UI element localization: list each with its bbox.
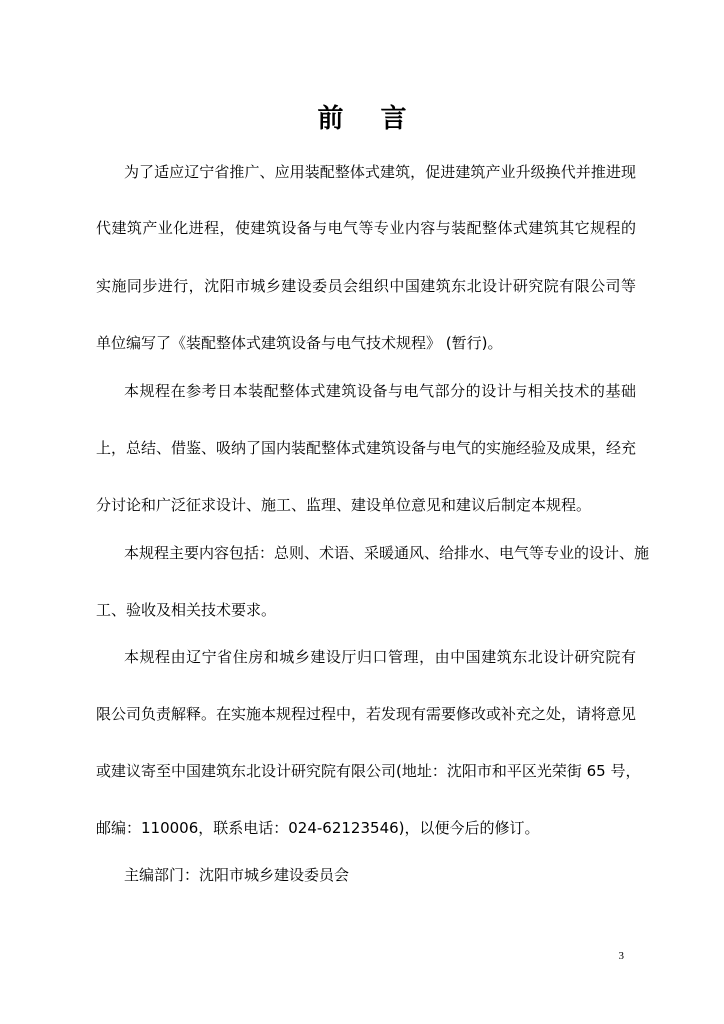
paragraph-line: 本规程主要内容包括：总则、术语、采暖通风、给排水、电气等专业的设计、施: [124, 544, 650, 562]
paragraph-line: 邮编：110006，联系电话：024-62123546)，以便今后的修订。: [96, 819, 540, 837]
paragraph-line: 分讨论和广泛征求设计、施工、监理、建设单位意见和建议后制定本规程。: [96, 496, 592, 514]
paragraph-line: 工、验收及相关技术要求。: [96, 601, 277, 619]
paragraph-line: 实施同步进行，沈阳市城乡建设委员会组织中国建筑东北设计研究院有限公司等: [96, 277, 636, 295]
editor-department-line: 主编部门：沈阳市城乡建设委员会: [124, 866, 350, 884]
paragraph-line: 本规程在参考日本装配整体式建筑设备与电气部分的设计与相关技术的基础: [124, 382, 636, 400]
paragraph-line: 代建筑产业化进程，使建筑设备与电气等专业内容与装配整体式建筑其它规程的: [96, 219, 636, 237]
paragraph-line: 或建议寄至中国建筑东北设计研究院有限公司(地址：沈阳市和平区光荣街 65 号，: [96, 762, 641, 780]
paragraph-line: 为了适应辽宁省推广、应用装配整体式建筑，促进建筑产业升级换代并推进现: [124, 163, 636, 181]
page-number: 3: [618, 950, 624, 962]
paragraph-line: 限公司负责解释。在实施本规程过程中，若发现有需要修改或补充之处，请将意见: [96, 705, 637, 723]
paragraph-line: 本规程由辽宁省住房和城乡建设厅归口管理，由中国建筑东北设计研究院有: [124, 648, 636, 666]
paragraph-line: 单位编写了《装配整体式建筑设备与电气技术规程》 (暂行)。: [96, 334, 503, 352]
paragraph-line: 上，总结、借鉴、吸纳了国内装配整体式建筑设备与电气的实施经验及成果，经充: [96, 439, 637, 457]
page-title: 前 言: [317, 104, 421, 134]
